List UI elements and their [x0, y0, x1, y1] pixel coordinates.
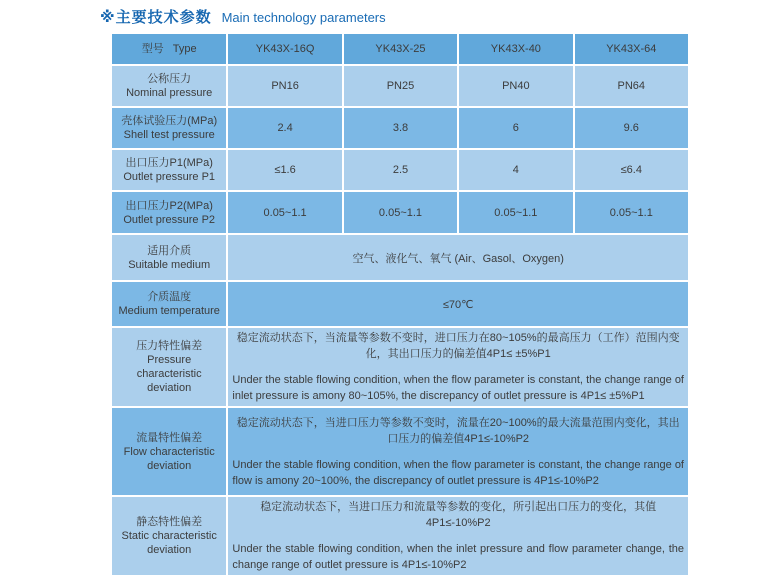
table-cell: 0.05~1.1 [344, 192, 457, 233]
table-row-shell-test-pressure [112, 108, 688, 148]
row-label-static-characteristic-deviation: 静态特性偏差 Static characteristic deviation [112, 497, 226, 575]
page-title-english: Main technology parameters [221, 10, 386, 25]
table-row-flow-characteristic-deviation [112, 408, 688, 495]
table-cell-static-characteristic-text [228, 497, 688, 575]
table-cell: ≤1.6 [228, 150, 341, 190]
table-cell-pressure-characteristic-text [228, 328, 688, 406]
table-cell: 2.4 [228, 108, 341, 148]
static-deviation-text-cn: 稳定流动状态下，当进口压力和流量等参数的变化，所引起出口压力的变化，其值4P1≤-10%P2 [260, 501, 657, 529]
table-cell: 0.05~1.1 [575, 192, 688, 233]
pressure-deviation-text-en: Under the stable flowing condition, when the flow parameter is constant, the change range of inlet pressure is amony 80~105%, the discrepancy of outlet pressure is 4P1≤ ±5%P1 [232, 374, 684, 402]
table-cell: ≤6.4 [575, 150, 688, 190]
table-cell: 0.05~1.1 [228, 192, 341, 233]
table-cell: 2.5 [344, 150, 457, 190]
table-cell-medium-temperature-value: ≤70℃ [228, 282, 688, 326]
parameters-table [110, 32, 690, 577]
row-label-flow-characteristic-deviation: 流量特性偏差 Flow characteristic deviation [112, 408, 226, 495]
pressure-deviation-text-cn: 稳定流动状态下，当流量等参数不变时，进口压力在80~105%的最高压力（工作）范围内变化，其出口压力的偏差值4P1≤ ±5%P1 [236, 332, 680, 360]
table-cell: PN64 [575, 66, 688, 106]
table-cell: PN25 [344, 66, 457, 106]
table-row-nominal-pressure [112, 66, 688, 106]
table-cell: PN16 [228, 66, 341, 106]
table-cell: 4 [459, 150, 572, 190]
table-row-outlet-pressure-p1 [112, 150, 688, 190]
table-cell: 6 [459, 108, 572, 148]
table-cell: PN40 [459, 66, 572, 106]
table-cell: 0.05~1.1 [459, 192, 572, 233]
table-cell: 9.6 [575, 108, 688, 148]
table-row-model [112, 34, 688, 64]
row-label-model-cn: 型号 [141, 43, 164, 55]
table-cell-model-2: YK43X-25 [344, 34, 457, 64]
row-label-pressure-characteristic-deviation: 压力特性偏差 Pressure characteristic deviation [112, 328, 226, 406]
table-row-medium-temperature [112, 282, 688, 326]
table-cell-model-1: YK43X-16Q [228, 34, 341, 64]
row-label-outlet-pressure-p2: 出口压力P2(MPa) Outlet pressure P2 [112, 192, 226, 233]
page-title-chinese: ※主要技术参数 [100, 9, 212, 26]
row-label-nominal-pressure: 公称压力 Nominal pressure [112, 66, 226, 106]
table-row-outlet-pressure-p2 [112, 192, 688, 233]
row-label-model-en: Type [172, 43, 197, 55]
flow-deviation-text-cn: 稳定流动状态下，当进口压力等参数不变时，流量在20~100%的最大流量范围内变化，其出口压力的偏差值4P1≤-10%P2 [236, 416, 680, 445]
row-label-model [112, 34, 226, 64]
table-cell-model-3: YK43X-40 [459, 34, 572, 64]
row-label-shell-test-pressure: 壳体试验压力(MPa) Shell test pressure [112, 108, 226, 148]
table-row-suitable-medium [112, 235, 688, 280]
page-title [100, 6, 386, 27]
flow-deviation-text-en: Under the stable flowing condition, when the flow parameter is constant, the change range of flow is amony 20~100%, the discrepancy of outlet pressure is 4P1≤-10%P2 [232, 458, 684, 487]
table-cell: 3.8 [344, 108, 457, 148]
table-cell-model-4: YK43X-64 [575, 34, 688, 64]
static-deviation-text-en: Under the stable flowing condition, when the inlet pressure and flow parameter change, the change range of outlet pressure is 4P1≤-10%P2 [232, 543, 684, 571]
row-label-outlet-pressure-p1: 出口压力P1(MPa) Outlet pressure P1 [112, 150, 226, 190]
table-cell-flow-characteristic-text [228, 408, 688, 495]
table-cell-suitable-medium-value: 空气、液化气、氧气 (Air、Gasol、Oxygen) [228, 235, 688, 280]
table-row-pressure-characteristic-deviation [112, 328, 688, 406]
table-row-static-characteristic-deviation [112, 497, 688, 575]
row-label-medium-temperature: 介质温度 Medium temperature [112, 282, 226, 326]
row-label-suitable-medium: 适用介质 Suitable medium [112, 235, 226, 280]
